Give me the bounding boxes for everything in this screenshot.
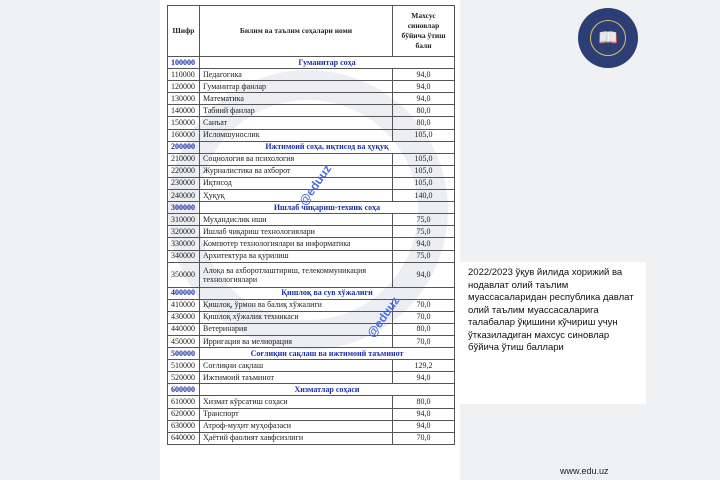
- cell-score: 94,0: [393, 262, 455, 287]
- group-row: [168, 384, 455, 396]
- cell-code: 450000: [168, 335, 200, 347]
- table-row: [168, 335, 455, 347]
- table-row: [168, 396, 455, 408]
- cell-code: 430000: [168, 311, 200, 323]
- cell-code: 410000: [168, 299, 200, 311]
- cell-score: 94,0: [393, 420, 455, 432]
- cell-score: 75,0: [393, 226, 455, 238]
- header-field: Билим ва таълим соҳалари номи: [200, 6, 393, 57]
- cell-code: 120000: [168, 81, 200, 93]
- table-header: [168, 6, 455, 57]
- cell-name: Компютер технологиялари ва информатика: [200, 238, 393, 250]
- cell-code: 330000: [168, 238, 200, 250]
- table-row: [168, 226, 455, 238]
- cell-code: 630000: [168, 420, 200, 432]
- cell-name: Ишлаб чиқариш технологиялари: [200, 226, 393, 238]
- table-row: [168, 420, 455, 432]
- cell-score: 105,0: [393, 165, 455, 177]
- table-row: [168, 93, 455, 105]
- table-row: [168, 262, 455, 287]
- table-row: [168, 81, 455, 93]
- cell-score: 105,0: [393, 177, 455, 189]
- cell-code: 140000: [168, 105, 200, 117]
- cell-code: 520000: [168, 372, 200, 384]
- cell-group-name: Соғлиқни сақлаш ва ижтимоий таъминот: [200, 348, 455, 360]
- cell-score: 80,0: [393, 323, 455, 335]
- book-icon: 📖: [590, 20, 626, 56]
- table-row: [168, 105, 455, 117]
- cell-code: 510000: [168, 360, 200, 372]
- cell-name: Педагогика: [200, 69, 393, 81]
- cell-code: 150000: [168, 117, 200, 129]
- cell-name: Социология ва психология: [200, 153, 393, 165]
- cell-group-name: Ишлаб чиқариш-техник соҳа: [200, 202, 455, 214]
- header-code: Шифр: [168, 6, 200, 57]
- cell-group-name: Ижтимоий соҳа, иқтисод ва ҳуқуқ: [200, 141, 455, 153]
- table-body: [168, 57, 455, 445]
- cell-name: Атроф-муҳит муҳофазаси: [200, 420, 393, 432]
- group-row: [168, 348, 455, 360]
- table-row: [168, 165, 455, 177]
- cell-name: Қишлоқ, ўрмон ва балиқ хўжалиги: [200, 299, 393, 311]
- cell-name: Гуманитар фанлар: [200, 81, 393, 93]
- table-row: [168, 360, 455, 372]
- table-row: [168, 299, 455, 311]
- cell-score: 70,0: [393, 311, 455, 323]
- table-row: [168, 432, 455, 444]
- table-row: [168, 238, 455, 250]
- cell-name: Ирригация ва мелиорация: [200, 335, 393, 347]
- cell-score: 94,0: [393, 408, 455, 420]
- cell-score: 94,0: [393, 238, 455, 250]
- group-row: [168, 141, 455, 153]
- cell-name: Иқтисод: [200, 177, 393, 189]
- watermark-tag: @eduuz: [296, 161, 335, 209]
- cell-code: 500000: [168, 348, 200, 360]
- cell-code: 350000: [168, 262, 200, 287]
- website-link[interactable]: www.edu.uz: [560, 466, 609, 476]
- cell-score: 105,0: [393, 129, 455, 141]
- cell-name: Ветеринария: [200, 323, 393, 335]
- cell-code: 600000: [168, 384, 200, 396]
- cell-group-name: Гуманитар соҳа: [200, 57, 455, 69]
- table-row: [168, 372, 455, 384]
- cell-name: Алоқа ва ахборотлаштириш, телекоммуникация технологиялари: [200, 262, 393, 287]
- cell-group-name: Қишлоқ ва сув хўжалиги: [200, 287, 455, 299]
- cell-score: 70,0: [393, 299, 455, 311]
- group-row: [168, 287, 455, 299]
- cell-score: 75,0: [393, 250, 455, 262]
- cell-code: 110000: [168, 69, 200, 81]
- cell-name: Хизмат кўрсатиш соҳаси: [200, 396, 393, 408]
- cell-score: 70,0: [393, 432, 455, 444]
- table-row: [168, 408, 455, 420]
- cell-code: 620000: [168, 408, 200, 420]
- table-row: [168, 323, 455, 335]
- cell-group-name: Хизматлар соҳаси: [200, 384, 455, 396]
- cell-score: 94,0: [393, 69, 455, 81]
- header-score: Махсус синовлар бўйича ўтиш бали: [393, 6, 455, 57]
- cell-name: Муҳандислик иши: [200, 214, 393, 226]
- cell-code: 130000: [168, 93, 200, 105]
- cell-score: 75,0: [393, 214, 455, 226]
- cell-score: 94,0: [393, 93, 455, 105]
- cell-score: 94,0: [393, 81, 455, 93]
- cell-code: 310000: [168, 214, 200, 226]
- cell-code: 300000: [168, 202, 200, 214]
- cell-name: Қишлоқ хўжалик техникаси: [200, 311, 393, 323]
- cell-code: 200000: [168, 141, 200, 153]
- cell-code: 160000: [168, 129, 200, 141]
- scores-table: [167, 5, 455, 445]
- table-row: [168, 250, 455, 262]
- cell-name: Журналистика ва ахборот: [200, 165, 393, 177]
- cell-name: Архитектура ва қурилиш: [200, 250, 393, 262]
- cell-name: Ҳаётий фаолият хавфсизлиги: [200, 432, 393, 444]
- cell-name: Исломшунослик: [200, 129, 393, 141]
- cell-code: 400000: [168, 287, 200, 299]
- table-row: [168, 117, 455, 129]
- table-row: [168, 129, 455, 141]
- cell-name: Санъат: [200, 117, 393, 129]
- cell-score: 80,0: [393, 396, 455, 408]
- cell-score: 80,0: [393, 105, 455, 117]
- cell-name: Табиий фанлар: [200, 105, 393, 117]
- cell-name: Ҳуқуқ: [200, 190, 393, 202]
- table-row: [168, 214, 455, 226]
- cell-code: 240000: [168, 190, 200, 202]
- cell-code: 320000: [168, 226, 200, 238]
- cell-name: Транспорт: [200, 408, 393, 420]
- cell-name: Математика: [200, 93, 393, 105]
- cell-score: 105,0: [393, 153, 455, 165]
- cell-name: Ижтимоий таъминот: [200, 372, 393, 384]
- group-row: [168, 57, 455, 69]
- cell-code: 220000: [168, 165, 200, 177]
- cell-code: 230000: [168, 177, 200, 189]
- cell-score: 94,0: [393, 372, 455, 384]
- cell-score: 129,2: [393, 360, 455, 372]
- cell-name: Соғлиқни сақлаш: [200, 360, 393, 372]
- table-row: [168, 153, 455, 165]
- table-row: [168, 311, 455, 323]
- cell-code: 340000: [168, 250, 200, 262]
- cell-code: 210000: [168, 153, 200, 165]
- cell-score: 140,0: [393, 190, 455, 202]
- cell-code: 610000: [168, 396, 200, 408]
- watermark-tag: @eduuz: [364, 293, 403, 341]
- cell-code: 640000: [168, 432, 200, 444]
- cell-code: 100000: [168, 57, 200, 69]
- ministry-seal: [578, 8, 638, 68]
- table-row: [168, 69, 455, 81]
- info-caption: 2022/2023 ўқув йилида хорижий ва нодавлат олий таълим муассасаларидан республика давлат олий таълим муассасаларига талабалар ўқишини кўчириш учун ўтказиладиган махсус синовлар бўйича ўтиш баллари: [460, 262, 646, 404]
- cell-score: 70,0: [393, 335, 455, 347]
- cell-code: 440000: [168, 323, 200, 335]
- group-row: [168, 202, 455, 214]
- cell-score: 80,0: [393, 117, 455, 129]
